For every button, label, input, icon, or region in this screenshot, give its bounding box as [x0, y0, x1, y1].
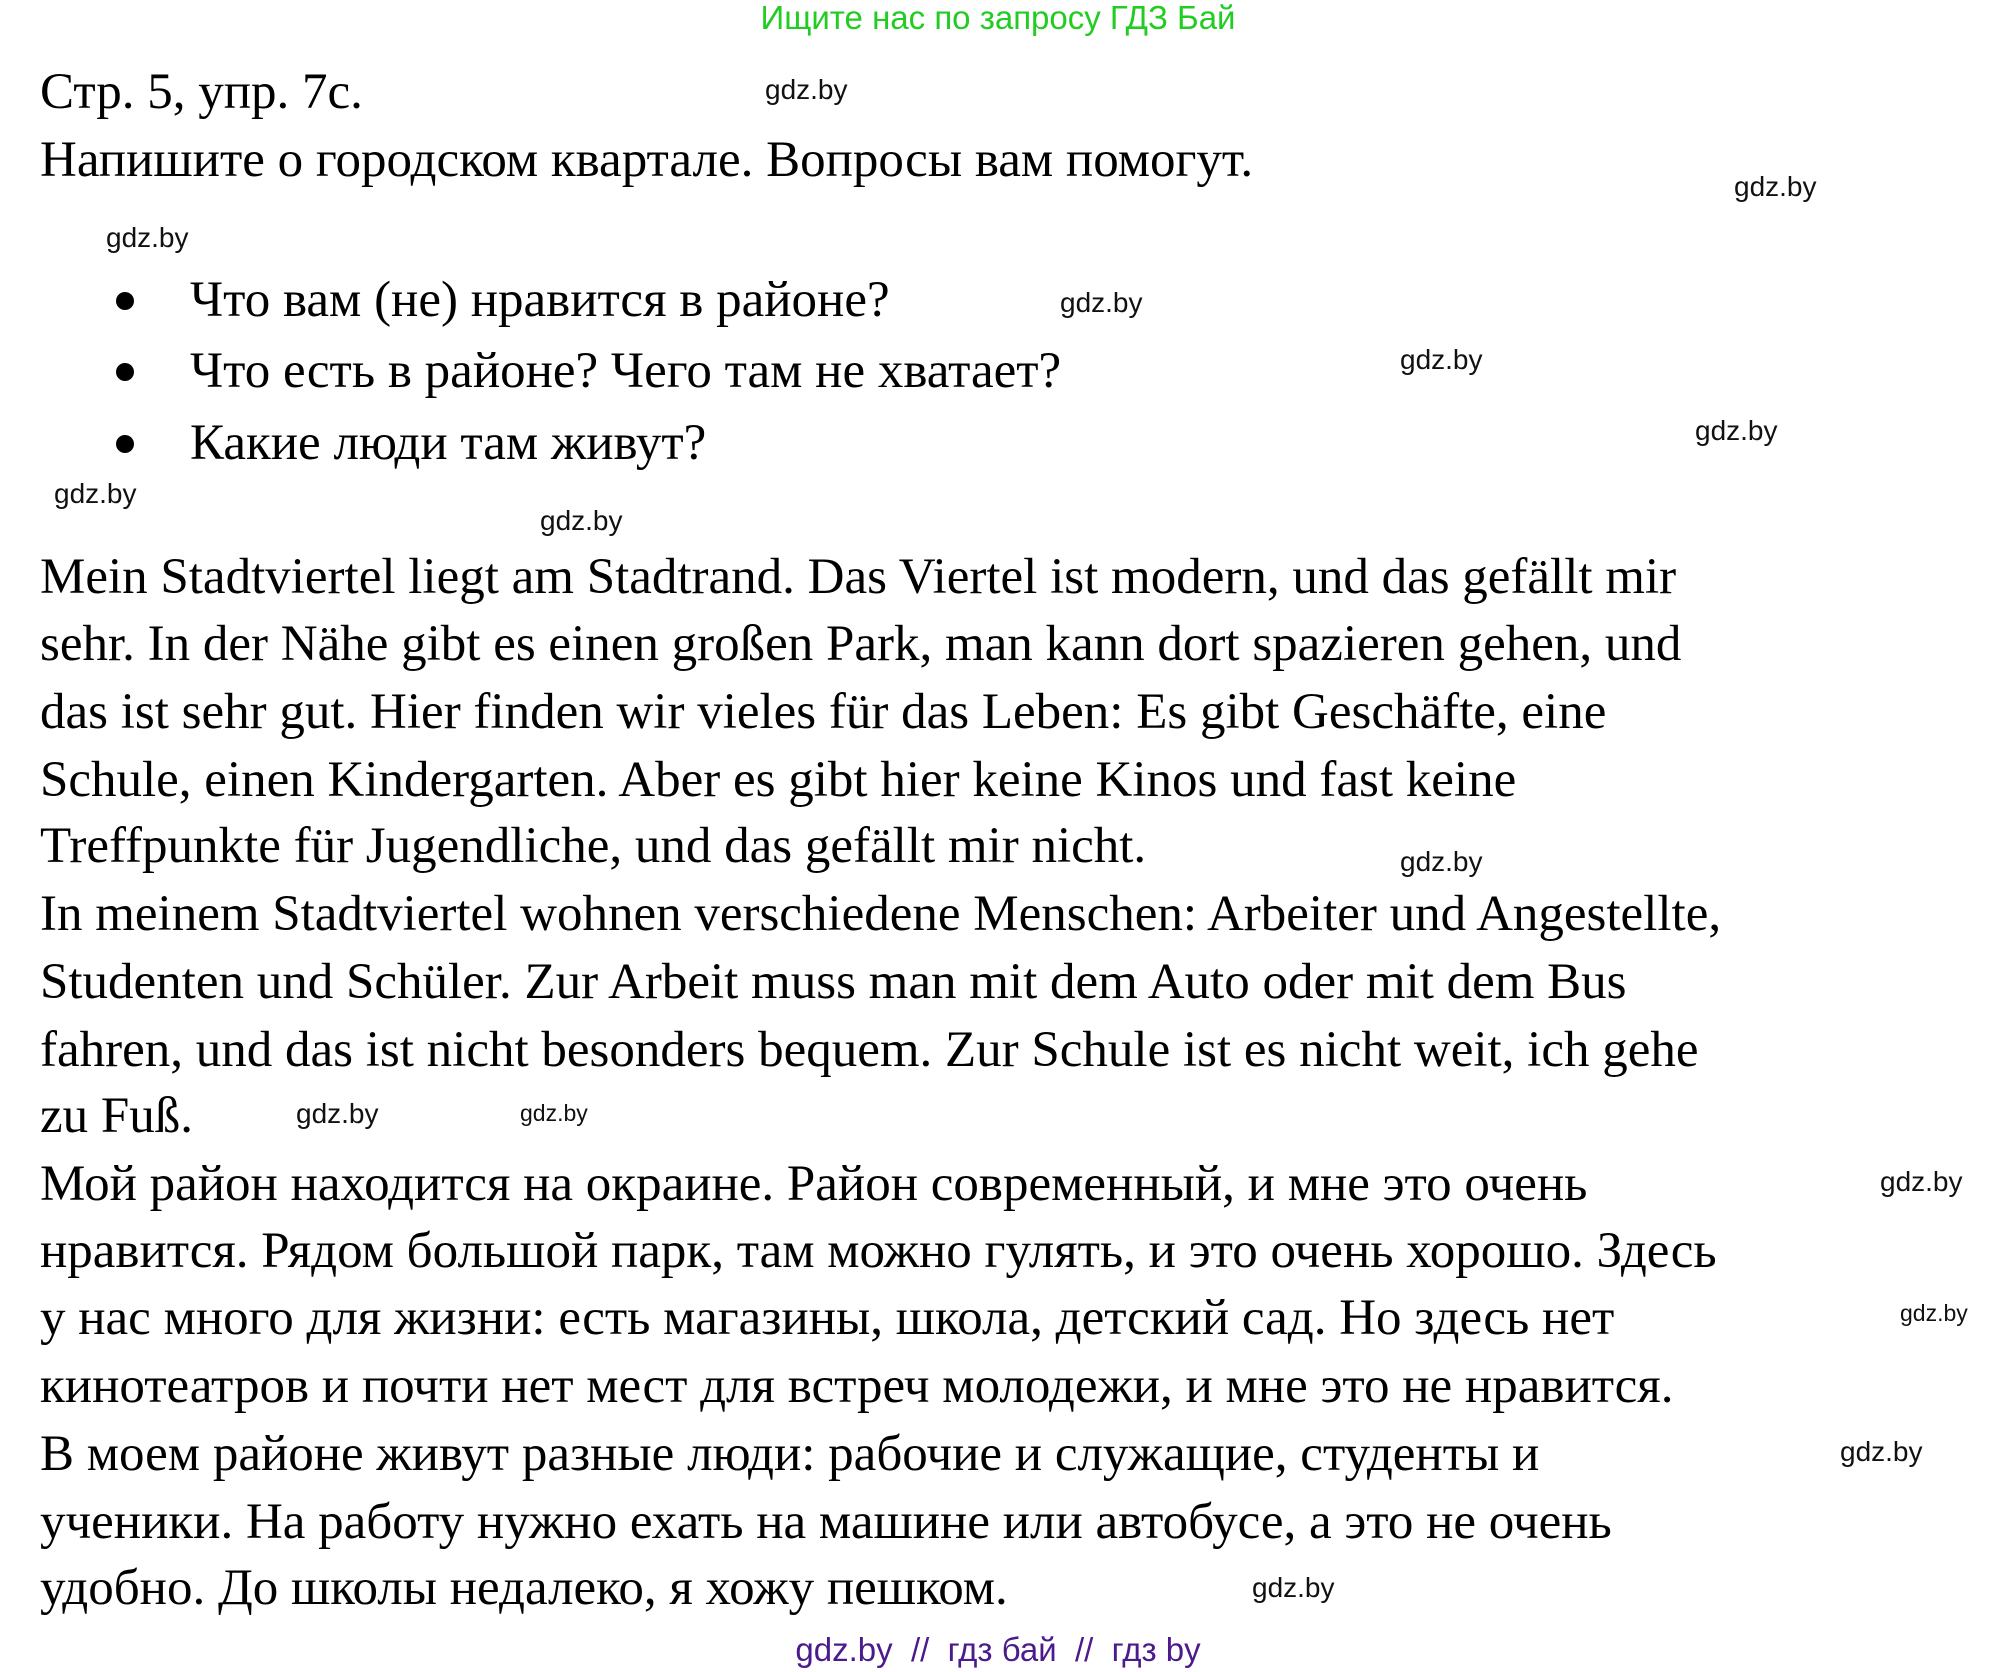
text-line: das ist sehr gut. Hier finden wir vieles für das Leben: Es gibt Geschäfte, eine	[40, 684, 1607, 740]
page-title: Стр. 5, упр. 7с.	[40, 64, 363, 120]
watermark: gdz.by	[1252, 1572, 1335, 1603]
text-line: Studenten und Schüler. Zur Arbeit muss man mit dem Auto oder mit dem Bus	[40, 954, 1627, 1010]
bullet-icon	[116, 363, 134, 381]
text-line: нравится. Рядом большой парк, там можно гулять, и это очень хорошо. Здесь	[40, 1223, 1717, 1279]
footer-links: gdz.by // гдз бай // гдз by	[795, 1631, 1201, 1668]
question-item: Какие люди там живут?	[190, 415, 707, 471]
watermark: gdz.by	[54, 478, 137, 509]
text-line: sehr. In der Nähe gibt es einen großen Park, man kann dort spazieren gehen, und	[40, 616, 1682, 672]
watermark: gdz.by	[1840, 1436, 1923, 1467]
question-item: Что есть в районе? Чего там не хватает?	[190, 343, 1062, 399]
text-line: у нас много для жизни: есть магазины, школа, детский сад. Но здесь нет	[40, 1290, 1615, 1346]
text-line: In meinem Stadtviertel wohnen verschiedene Menschen: Arbeiter und Angestellte,	[40, 886, 1722, 942]
watermark: gdz.by	[1695, 415, 1778, 446]
task-text: Напишите о городском квартале. Вопросы вам помогут.	[40, 132, 1254, 188]
text-line: Mein Stadtviertel liegt am Stadtrand. Das Viertel ist modern, und das gefällt mir	[40, 549, 1677, 605]
watermark: gdz.by	[296, 1098, 379, 1129]
watermark: gdz.by	[1734, 171, 1817, 202]
watermark: gdz.by	[1900, 1300, 1968, 1326]
question-item: Что вам (не) нравится в районе?	[190, 272, 890, 328]
bullet-icon	[116, 435, 134, 453]
watermark: gdz.by	[1400, 344, 1483, 375]
watermark: gdz.by	[1880, 1166, 1963, 1197]
text-line: кинотеатров и почти нет мест для встреч молодежи, и мне это не нравится.	[40, 1358, 1674, 1414]
text-line: Мой район находится на окраине. Район современный, и мне это очень	[40, 1156, 1588, 1212]
text-line: Schule, einen Kindergarten. Aber es gibt hier keine Kinos und fast keine	[40, 752, 1517, 808]
watermark: gdz.by	[765, 74, 848, 105]
watermark: gdz.by	[106, 222, 189, 253]
watermark: gdz.by	[520, 1100, 588, 1126]
watermark: gdz.by	[1060, 287, 1143, 318]
text-line: Treffpunkte für Jugendliche, und das gefällt mir nicht.	[40, 818, 1147, 874]
watermark: gdz.by	[1400, 846, 1483, 877]
bullet-icon	[116, 292, 134, 310]
text-line: удобно. До школы недалеко, я хожу пешком.	[40, 1560, 1008, 1616]
watermark: gdz.by	[540, 505, 623, 536]
text-line: ученики. На работу нужно ехать на машине или автобусе, а это не очень	[40, 1494, 1612, 1550]
text-line: В моем районе живут разные люди: рабочие и служащие, студенты и	[40, 1426, 1540, 1482]
text-line: zu Fuß.	[40, 1088, 193, 1144]
search-banner: Ищите нас по запросу ГДЗ Бай	[760, 0, 1236, 36]
text-line: fahren, und das ist nicht besonders bequem. Zur Schule ist es nicht weit, ich gehe	[40, 1022, 1699, 1078]
